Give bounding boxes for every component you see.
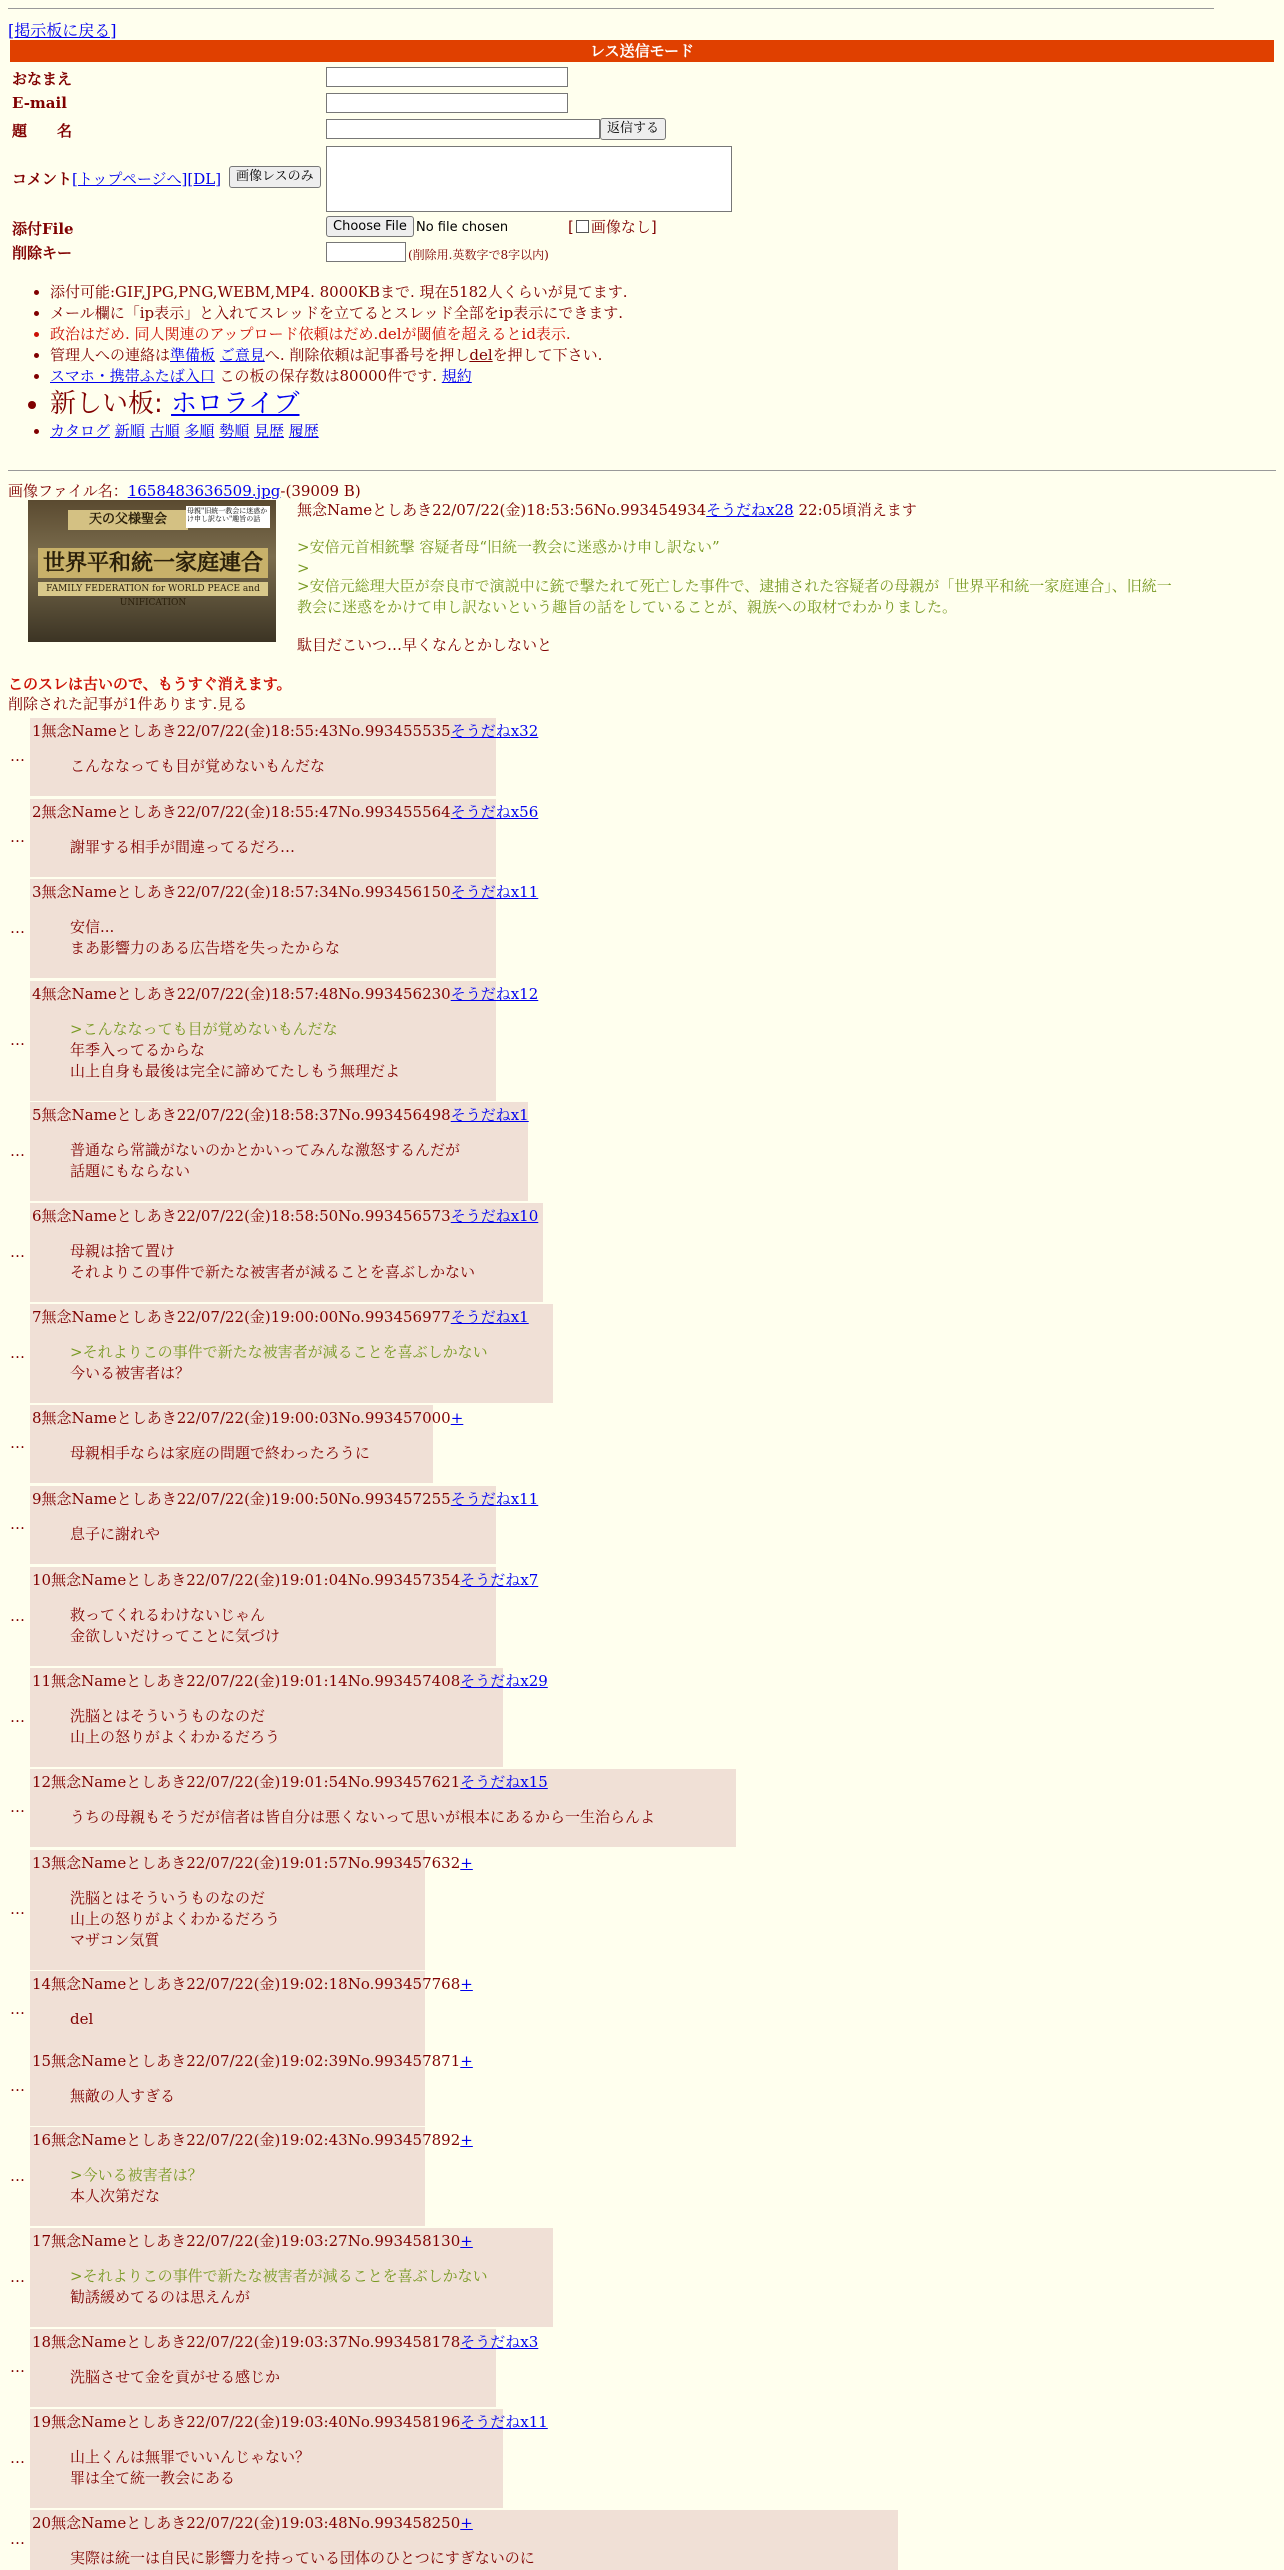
reply-body <box>70 756 325 777</box>
no-image-option <box>568 216 657 237</box>
op-quote: >安倍元首相銃撃 容疑者母“旧統一教会に迷惑かけ申し訳ない” <box>297 538 720 556</box>
reply-header-text: 4無念Nameとしあき22/07/22(金)18:57:48No.993456230 <box>32 985 451 1003</box>
mobile-entry-link[interactable]: スマホ・携帯ふたば入口 <box>50 367 215 385</box>
op-file-link[interactable]: 1658483636509.jpg <box>127 482 281 500</box>
reply-header <box>32 720 538 741</box>
reply-header <box>32 1205 538 1226</box>
reply-header-text: 9無念Nameとしあき22/07/22(金)19:00:50No.993457255 <box>32 1490 451 1508</box>
image-sign: 世界平和統一家庭連合 <box>38 548 268 578</box>
reply-text-line: うちの母親もそうだが信者は皆自分は悪くないって思いが根本にあるから一生治らんよ <box>70 1808 656 1826</box>
reply-text-line: 普通なら常識がないのかとかいってみんな激怒するんだが <box>70 1141 461 1159</box>
sodane-link[interactable]: そうだねx15 <box>460 1773 548 1791</box>
reply-indent-dots: … <box>10 747 25 765</box>
reply-header-text: 7無念Nameとしあき22/07/22(金)19:00:00No.993456977 <box>32 1308 451 1326</box>
reply-post <box>30 2409 548 2508</box>
reply-header-text: 19無念Nameとしあき22/07/22(金)19:03:40No.993458196 <box>32 2413 461 2431</box>
sodane-link[interactable]: そうだねx11 <box>450 883 539 901</box>
reply-indent-dots: … <box>10 1707 25 1726</box>
note-item <box>50 421 628 442</box>
reply-header-text: 1無念Nameとしあき22/07/22(金)18:55:43No.993455535 <box>32 722 451 740</box>
reply-header-text: 16無念Nameとしあき22/07/22(金)19:02:43No.993457892 <box>32 2131 461 2149</box>
reply-text-line: 山上の怒りがよくわかるだろう <box>70 1728 281 1746</box>
reply-body <box>70 1605 280 1647</box>
file-label: 添付File <box>12 220 74 238</box>
reply-text-line: 本人次第だな <box>70 2187 161 2205</box>
note-item: • 政治はだめ. 同人関連のアップロード依頼はだめ.delが閾値を超えるとid表示. <box>50 324 628 345</box>
reply-header <box>32 1569 538 1590</box>
reply-body <box>70 2009 93 2030</box>
reply-header-text: 6無念Nameとしあき22/07/22(金)18:58:50No.993456573 <box>32 1207 451 1225</box>
reply-indent-dots: … <box>10 1343 25 1362</box>
no-image-label: 画像なし] <box>590 218 657 236</box>
reply-text-line: 救ってくれるわけないじゃん <box>70 1606 266 1624</box>
reply-body <box>70 2367 280 2388</box>
reply-text-line: 母親相手ならは家庭の問題で終わったろうに <box>70 1444 370 1462</box>
reply-body <box>70 917 340 959</box>
reply-body <box>70 2548 535 2569</box>
reply-post <box>30 799 539 877</box>
reply-indent-dots: … <box>10 2077 25 2095</box>
reply-body <box>70 1342 488 1384</box>
reply-header-text: 15無念Nameとしあき22/07/22(金)19:02:39No.993457871 <box>32 2052 461 2070</box>
choose-file-button[interactable]: Choose File <box>326 216 414 237</box>
reply-post <box>30 2329 539 2407</box>
reply-text-line: 実際は統一は自民に影響力を持っている団体のひとつにすぎないのに <box>70 2549 535 2567</box>
reply-quote-line: >こんななっても目が覚めないもんだな <box>70 1020 338 1038</box>
delete-key-input[interactable] <box>326 242 406 262</box>
reply-quote-line: >それよりこの事件で新たな被害者が減ることを喜ぶしかない <box>70 2267 488 2285</box>
reply-indent-dots: … <box>10 1900 25 1918</box>
reply-text-line: マザコン気質 <box>70 1931 160 1949</box>
reply-text-line: 今いる被害者は？ <box>70 1364 191 1382</box>
reply-post <box>30 1486 539 1564</box>
reply-header-text: 18無念Nameとしあき22/07/22(金)19:03:37No.993458178 <box>32 2333 461 2351</box>
reply-text-line: それよりこの事件で新たな被害者が減ることを喜ぶしかない <box>70 1263 476 1281</box>
reply-post <box>30 2228 553 2327</box>
reply-body <box>70 2165 203 2207</box>
reply-body <box>70 2447 310 2489</box>
reply-post <box>30 1769 736 1847</box>
reply-indent-dots: … <box>10 828 25 846</box>
image-news-caption: 母親"旧統一教会に迷惑かけ申し訳ない"趣旨の話 <box>186 506 270 528</box>
reply-mode-banner: レス送信モード <box>10 40 1274 62</box>
sodane-link[interactable]: そうだねx11 <box>450 1490 539 1508</box>
reply-post <box>30 2510 898 2570</box>
top-divider <box>8 8 1214 9</box>
deleted-posts-note: 削除された記事が1件あります.見る <box>8 695 248 713</box>
op-quote: > <box>297 559 310 577</box>
sodane-link[interactable]: そうだねx1 <box>450 1106 529 1124</box>
file-size: -(39009 B) <box>280 482 361 500</box>
op-header-text: 無念Nameとしあき22/07/22(金)18:53:56No.993454934 <box>297 501 707 519</box>
comment-textarea[interactable] <box>326 146 732 212</box>
op-thumbnail-image[interactable] <box>28 500 276 642</box>
reply-text-line: 母親は捨て置け <box>70 1242 176 1260</box>
note-item: • 添付可能:GIF,JPG,PNG,WEBM,MP4. 8000KBまで. 現在5182人くらいが見てます. <box>50 282 628 303</box>
reply-body <box>70 1706 280 1748</box>
note-text: を押して下さい. <box>492 346 603 364</box>
reply-header-text: 17無念Nameとしあき22/07/22(金)19:03:27No.993458130 <box>32 2232 461 2250</box>
sodane-link[interactable]: そうだねx3 <box>460 2333 539 2351</box>
sodane-link[interactable]: そうだねx11 <box>460 2413 548 2431</box>
subject-label: 題 名 <box>12 122 73 140</box>
reply-indent-dots: … <box>10 2448 25 2467</box>
thread-expiring-warning: このスレは古いので、もうすぐ消えます。 <box>8 675 292 693</box>
sort-momentum-link[interactable]: 勢順 <box>219 422 250 440</box>
note-text: この板の保存数は80000件です. <box>219 367 437 385</box>
reply-post <box>30 1850 473 1970</box>
reply-post <box>30 1567 539 1666</box>
reply-body <box>70 1443 370 1464</box>
name-input[interactable] <box>326 67 568 87</box>
reply-post <box>30 1203 543 1302</box>
reply-body <box>70 837 295 858</box>
op-body: 駄目だこいつ…早くなんとかしないと <box>297 636 553 654</box>
sodane-link[interactable]: + <box>460 1854 473 1872</box>
reply-post <box>30 2048 473 2126</box>
reply-indent-dots: … <box>10 1515 25 1533</box>
reply-indent-dots: … <box>10 1031 25 1049</box>
reply-header <box>32 1670 548 1691</box>
op-quote: >安倍元総理大臣が奈良市で演説中に銃で撃たれて死亡した事件で、逮捕された容疑者の母親が「世界平和統一家庭連合」、旧統一 <box>297 577 1172 595</box>
sodane-link[interactable]: そうだねx1 <box>450 1308 529 1326</box>
reply-header <box>32 1973 473 1994</box>
reply-indent-dots: … <box>10 1242 25 1261</box>
reply-header <box>32 2129 473 2150</box>
reply-text-line: 洗脳とはそういうものなのだ <box>70 1707 266 1725</box>
reply-header-text: 12無念Nameとしあき22/07/22(金)19:01:54No.993457621 <box>32 1773 461 1791</box>
top-page-link[interactable]: [トップページへ] <box>72 170 188 188</box>
reply-text-line: 洗脳とはそういうものなのだ <box>70 1889 266 1907</box>
reply-header <box>32 2050 473 2071</box>
reply-quote-line: >それよりこの事件で新たな被害者が減ることを喜ぶしかない <box>70 1343 488 1361</box>
reply-text-line: 安信... <box>70 918 115 936</box>
reply-indent-dots: … <box>10 1141 25 1160</box>
reply-header <box>32 1852 473 1873</box>
op-file-info <box>8 480 361 501</box>
terms-link[interactable]: 規約 <box>441 367 472 385</box>
reply-body <box>70 1140 460 1182</box>
note-item: • メール欄に「ip表示」と入れてスレッドを立てるとスレッド全部をip表示にできます. <box>50 303 628 324</box>
note-item <box>50 387 628 421</box>
op-sodane-link[interactable]: そうだねx28 <box>706 501 794 519</box>
delete-key-label: 削除キー <box>12 244 73 262</box>
reply-header <box>32 2331 538 2352</box>
sodane-link[interactable]: + <box>450 1409 464 1427</box>
reply-header <box>32 1306 529 1327</box>
reply-text-line: 勧誘緩めてるのは思えんが <box>70 2288 251 2306</box>
no-file-text: No file chosen <box>416 220 509 235</box>
reply-post <box>30 1304 553 1403</box>
reply-header-text: 11無念Nameとしあき22/07/22(金)19:01:14No.993457408 <box>32 1672 461 1690</box>
sodane-link[interactable]: そうだねx56 <box>450 803 539 821</box>
reply-text-line: 話題にもならない <box>70 1162 191 1180</box>
file-name-label: 画像ファイル名： <box>8 482 128 500</box>
op-header <box>297 500 1247 521</box>
reply-body <box>70 1807 655 1828</box>
board-notes <box>30 282 628 442</box>
reply-body <box>70 1241 475 1283</box>
op-expire-text: 22:05頃消えます <box>798 501 917 519</box>
reply-header-text: 5無念Nameとしあき22/07/22(金)18:58:37No.993456498 <box>32 1106 451 1124</box>
sodane-link[interactable]: + <box>460 2514 473 2532</box>
reply-post <box>30 2127 473 2226</box>
sodane-link[interactable]: + <box>460 2131 473 2149</box>
dl-link[interactable]: [DL] <box>187 170 222 188</box>
sodane-link[interactable]: + <box>460 2052 473 2070</box>
reply-indent-dots: … <box>10 1606 25 1625</box>
sort-many-link[interactable]: 多順 <box>184 422 215 440</box>
reply-header-text: 13無念Nameとしあき22/07/22(金)19:01:57No.993457632 <box>32 1854 461 1872</box>
thread-divider <box>8 470 1276 471</box>
sort-new-link[interactable]: 新順 <box>114 422 145 440</box>
reply-header <box>32 801 538 822</box>
catalog-link[interactable]: カタログ <box>50 422 111 440</box>
viewed-history-link[interactable]: 見歴 <box>253 422 284 440</box>
name-label: おなまえ <box>12 70 73 88</box>
op-quote: 教会に迷惑をかけて申し訳ないという趣旨の話をしていることが、親族への取材でわかりました。 <box>297 598 958 616</box>
reply-header <box>32 1104 529 1125</box>
comment-label-text: コメント <box>12 170 73 188</box>
reply-post <box>30 718 539 796</box>
image-top-sign: 天の父様聖会 <box>68 510 188 530</box>
reply-header-text: 10無念Nameとしあき22/07/22(金)19:01:04No.993457354 <box>32 1571 461 1589</box>
reply-header <box>32 1407 463 1428</box>
reply-quote-line: >今いる被害者は？ <box>70 2166 203 2184</box>
sodane-link[interactable]: そうだねx10 <box>450 1207 539 1225</box>
sodane-link[interactable]: そうだねx29 <box>460 1672 548 1690</box>
reply-header <box>32 881 538 902</box>
reply-post <box>30 1102 528 1201</box>
reply-body <box>70 1524 160 1545</box>
reply-text-line: del <box>70 2010 94 2028</box>
reply-post <box>30 1405 464 1483</box>
reply-header-text: 14無念Nameとしあき22/07/22(金)19:02:18No.993457768 <box>32 1975 461 1993</box>
reply-post <box>30 879 539 978</box>
delete-key-note: (削除用.英数字で8字以内) <box>408 248 549 262</box>
no-image-bracket: [ <box>568 218 574 236</box>
reply-header <box>32 1771 548 1792</box>
submit-reply-button[interactable]: 返信する <box>600 118 666 140</box>
image-only-reply-button[interactable]: 画像レスのみ <box>229 166 321 188</box>
comment-label <box>12 168 221 189</box>
reply-post <box>30 981 539 1101</box>
reply-post <box>30 1668 548 1767</box>
new-board-link[interactable]: ホロライブ <box>171 389 300 419</box>
reply-header <box>32 1488 538 1509</box>
reply-text-line: 金欲しいだけってことに気づけ <box>70 1627 281 1645</box>
reply-header-text: 8無念Nameとしあき22/07/22(金)19:00:03No.993457000 <box>32 1409 451 1427</box>
reply-post <box>30 1971 473 2049</box>
reply-indent-dots: … <box>10 2358 25 2376</box>
note-text: へ. 削除依頼は記事番号を押し <box>264 346 470 364</box>
reply-text-line: 山上くんは無罪でいいんじゃない？ <box>70 2448 311 2466</box>
note-item <box>50 345 628 366</box>
note-item <box>50 366 628 387</box>
subject-input[interactable] <box>326 119 600 139</box>
reply-header-text: 3無念Nameとしあき22/07/22(金)18:57:34No.993456150 <box>32 883 451 901</box>
reply-indent-dots: … <box>10 918 25 937</box>
reply-body <box>70 2086 175 2107</box>
reply-header <box>32 2512 473 2533</box>
sodane-link[interactable]: そうだねx7 <box>460 1571 539 1589</box>
image-sign-sub: FAMILY FEDERATION for WORLD PEACE and UNIFICATION <box>38 582 268 596</box>
reply-text-line: 無敵の人すぎる <box>70 2087 176 2105</box>
back-to-board-link[interactable]: [掲示板に戻る] <box>8 21 117 40</box>
email-input[interactable] <box>326 93 568 113</box>
reply-text-line: こんななっても目が覚めないもんだな <box>70 757 326 775</box>
sort-old-link[interactable]: 古順 <box>149 422 180 440</box>
reply-body <box>70 1019 400 1082</box>
new-board-label: 新しい板: <box>50 389 163 419</box>
reply-text-line: 山上自身も最後は完全に諦めてたしもう無理だよ <box>70 1062 401 1080</box>
sodane-link[interactable]: そうだねx12 <box>450 985 539 1003</box>
reply-body <box>70 2266 488 2308</box>
reply-text-line: 洗脳させて金を貢がせる感じか <box>70 2368 281 2386</box>
reply-text-line: まあ影響力のある広告塔を失ったからな <box>70 939 341 957</box>
reply-text-line: 息子に謝れや <box>70 1525 161 1543</box>
reply-body <box>70 1888 280 1951</box>
reply-text-line: 謝罪する相手が間違ってるだろ… <box>70 838 296 856</box>
reply-indent-dots: … <box>10 2166 25 2185</box>
feedback-link[interactable]: ご意見 <box>219 346 265 364</box>
sodane-link[interactable]: + <box>460 2232 473 2250</box>
reply-indent-dots: … <box>10 2267 25 2286</box>
sodane-link[interactable]: そうだねx32 <box>450 722 539 740</box>
history-link[interactable]: 履歴 <box>288 422 319 440</box>
reply-indent-dots: … <box>10 2530 25 2548</box>
no-image-checkbox[interactable] <box>576 220 589 233</box>
reply-header-text: 2無念Nameとしあき22/07/22(金)18:55:47No.993455564 <box>32 803 451 821</box>
reply-indent-dots: … <box>10 1798 25 1816</box>
reply-header <box>32 2230 473 2251</box>
reply-indent-dots: … <box>10 1434 25 1452</box>
sodane-link[interactable]: + <box>460 1975 473 1993</box>
email-label: E-mail <box>12 94 67 112</box>
note-text: 管理人への連絡は <box>50 346 171 364</box>
reply-header <box>32 2411 548 2432</box>
reply-header-text: 20無念Nameとしあき22/07/22(金)19:03:48No.993458250 <box>32 2514 461 2532</box>
reply-text-line: 山上の怒りがよくわかるだろう <box>70 1910 281 1928</box>
reply-indent-dots: … <box>10 2000 25 2018</box>
reply-header <box>32 983 538 1004</box>
prep-board-link[interactable]: 準備板 <box>170 346 216 364</box>
del-link[interactable]: del <box>469 346 493 364</box>
reply-text-line: 罪は全て統一教会にある <box>70 2469 236 2487</box>
reply-text-line: 年季入ってるからな <box>70 1041 206 1059</box>
